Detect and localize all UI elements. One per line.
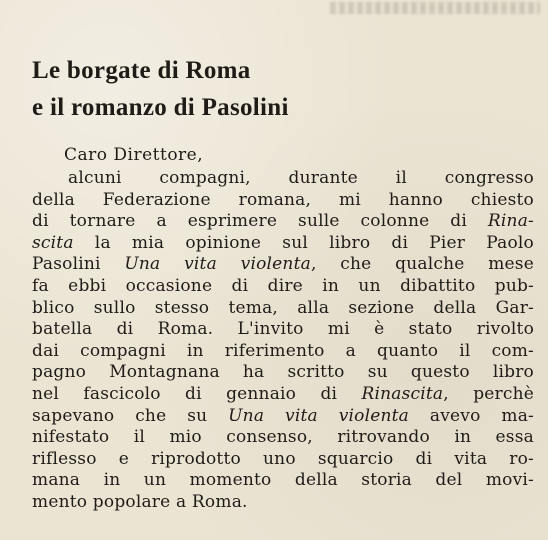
body-line — [32, 276, 534, 298]
body-line — [32, 319, 534, 341]
body-line — [32, 492, 534, 514]
text-segment: batella di Roma. L'invito mi è stato rivolto — [32, 319, 534, 340]
bleed-through-text — [0, 0, 548, 22]
italic-text: Rinascita — [361, 383, 444, 404]
body-line — [32, 190, 534, 212]
body-line — [32, 298, 534, 320]
text-segment: fa ebbi occasione di dire in un dibattito pub- — [32, 275, 534, 296]
text-segment: Pasolini — [32, 254, 125, 275]
text-segment: dai compagni in riferimento a quanto il com- — [32, 340, 534, 361]
body-line — [32, 362, 534, 384]
italic-text: Rina- — [487, 211, 534, 232]
text-segment: alcuni compagni, durante il congresso — [68, 168, 534, 188]
body-line — [32, 341, 534, 363]
italic-text: Una vita violenta — [228, 405, 410, 426]
text-segment: , che qualche mese — [310, 254, 534, 275]
body-line — [32, 211, 534, 233]
text-segment: di tornare a esprimere sulle colonne di — [32, 211, 488, 232]
italic-text: scita — [32, 232, 74, 253]
text-segment: nifestato il mio consenso, ritrovando in essa — [32, 427, 534, 448]
body-line — [32, 449, 534, 471]
title-line-1: Le borgate di Roma — [32, 57, 251, 84]
body-line — [32, 427, 534, 449]
salutation: Caro Direttore, — [64, 145, 204, 165]
body-line — [32, 168, 534, 190]
text-segment: mana in un momento della storia del movi- — [32, 470, 534, 491]
text-segment: la mia opinione sul libro di Pier Paolo — [73, 232, 534, 253]
text-segment: mento popolare a Roma. — [32, 491, 248, 512]
text-segment: sapevano che su — [32, 405, 229, 426]
article-body — [32, 168, 534, 514]
body-line — [32, 233, 534, 255]
body-line — [32, 406, 534, 428]
text-segment: avevo ma- — [409, 405, 534, 426]
text-segment: nel fascicolo di gennaio di — [32, 383, 362, 404]
title-line-2: e il romanzo di Pasolini — [32, 94, 289, 121]
text-segment: , perchè — [443, 383, 534, 404]
body-line — [32, 470, 534, 492]
text-segment: della Federazione romana, mi hanno chiesto — [32, 189, 534, 210]
italic-text: Una vita violenta — [124, 254, 311, 275]
text-segment: riflesso e riprodotto uno squarcio di vita ro- — [32, 448, 534, 469]
text-segment: blico sullo stesso tema, alla sezione della Gar- — [32, 297, 534, 318]
article-title — [32, 52, 289, 126]
body-line — [32, 384, 534, 406]
body-line — [32, 254, 534, 276]
text-segment: pagno Montagnana ha scritto su questo libro — [32, 362, 534, 383]
